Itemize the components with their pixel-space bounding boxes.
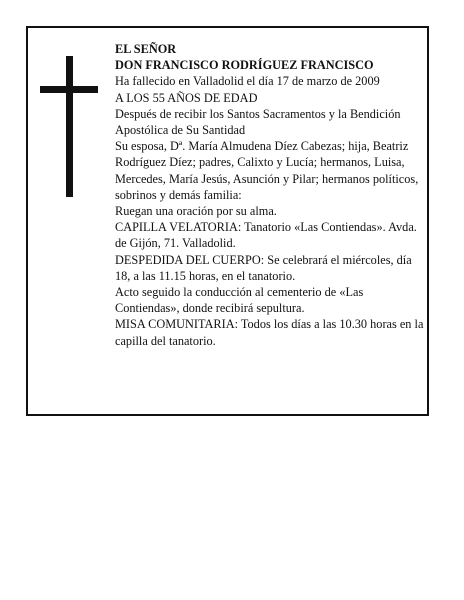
cross-vertical-bar (66, 56, 73, 197)
age-line: A LOS 55 AÑOS DE EDAD (115, 90, 258, 105)
farewell-paragraph: DESPEDIDA DEL CUERPO: Se celebrará el miércoles, día 18, a las 11.15 horas, en el tanatorio. (115, 252, 412, 283)
notice-heading: EL SEÑOR (115, 42, 177, 56)
cross-icon (40, 56, 98, 197)
deceased-name: DON FRANCISCO RODRÍGUEZ FRANCISCO (115, 58, 374, 73)
family-paragraph: Su esposa, Dª. María Almudena Díez Cabezas; hija, Beatriz Rodríguez Díez; padres, Calixto y Lucía; hermanos, Luisa, Mercedes, María Jesús, Asunción y Pilar; hermanos políticos, sobrinos y demás familia: (115, 139, 419, 202)
death-date-line: Ha fallecido en Valladolid el día 17 de marzo de 2009 (115, 74, 380, 89)
mass-paragraph: MISA COMUNITARIA: Todos los días a las 10.30 horas en la capilla del tanatorio. (115, 317, 424, 348)
sacraments-paragraph: Después de recibir los Santos Sacramentos y la Bendición Apostólica de Su Santidad (115, 106, 401, 138)
burial-paragraph: Acto seguido la conducción al cementerio de «Las Contiendas», donde recibirá sepultura. (115, 285, 364, 316)
prayer-line: Ruegan una oración por su alma. (115, 204, 277, 219)
cross-horizontal-bar (40, 86, 98, 93)
obituary-notice-frame (26, 26, 429, 416)
chapel-paragraph: CAPILLA VELATORIA: Tanatorio «Las Contiendas». Avda. de Gijón, 71. Valladolid. (115, 220, 417, 251)
obituary-text (115, 41, 425, 349)
